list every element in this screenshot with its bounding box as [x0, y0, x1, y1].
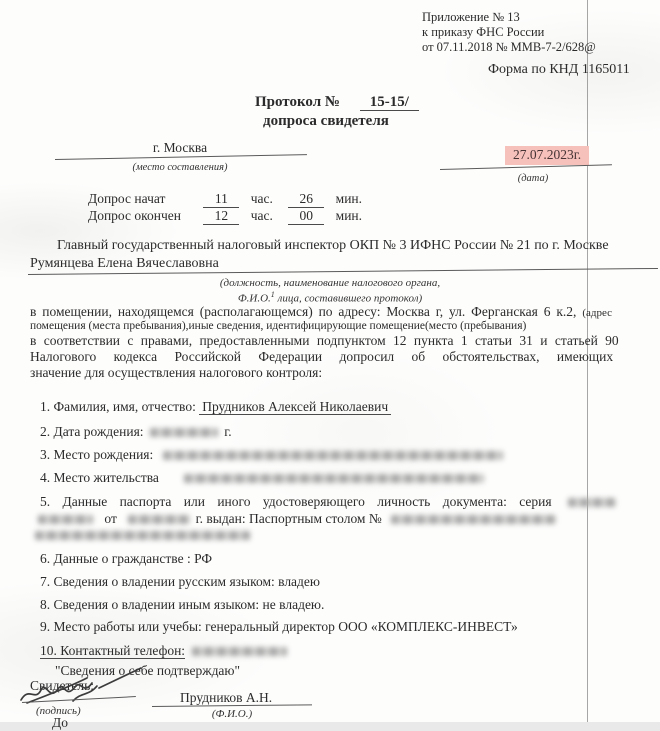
- redacted-passport-date: [128, 515, 190, 524]
- body-line-5: значение для осуществления налогового контроля:: [30, 365, 323, 380]
- official-caption-2: [150, 290, 510, 305]
- redacted-birth-place: [163, 451, 503, 460]
- time-ended-min: 00: [288, 208, 324, 225]
- redacted-residence: [184, 474, 484, 483]
- item-5-passport-line-2: [38, 511, 556, 527]
- witness-full-name: Прудников Алексей Николаевич: [199, 399, 391, 415]
- attachment-line-3: от 07.11.2018 № ММВ-7-2/628@: [422, 40, 596, 54]
- item-5-from: от: [104, 511, 117, 526]
- time-started-row: [88, 191, 366, 208]
- interrogation-times: [88, 191, 366, 225]
- attachment-line-2: к приказу ФНС России: [422, 25, 545, 39]
- item-5-label: 5. Данные паспорта или иного удостоверяющего личность документа: серия: [40, 494, 552, 509]
- item-4-label: 4. Место жительства: [40, 470, 159, 485]
- body-line-4: Налогового кодекса Российской Федерации допросил об обстоятельствах, имеющих: [30, 349, 614, 364]
- body-line-2: помещения (места пребывания),иные сведения, идентифицирующие помещение(место (пребывания): [30, 320, 527, 332]
- item-5-passport-line-3: [35, 527, 250, 543]
- redacted-passport-issuer-2: [35, 531, 250, 540]
- footnote-marker: 1: [270, 290, 275, 299]
- redacted-birth-date: [150, 428, 218, 437]
- redacted-passport-issuer: [391, 515, 556, 524]
- date-value-highlighted: 27.07.2023г.: [505, 146, 589, 165]
- place-value: г. Москва: [152, 140, 208, 155]
- confirmation-statement: "Сведения о себе подтверждаю": [55, 663, 241, 678]
- item-3-label: 3. Место рождения:: [40, 447, 154, 462]
- body-line-1: [30, 304, 612, 320]
- time-ended-hour: 12: [203, 208, 239, 225]
- title-prefix: Протокол №: [255, 94, 340, 110]
- form-number: Форма по КНД 1165011: [488, 62, 630, 77]
- signature-caption: (подпись): [36, 705, 81, 717]
- document-subtitle: допроса свидетеля: [263, 113, 389, 129]
- name-underline: [152, 704, 312, 707]
- item-3-birth-place: [40, 447, 503, 463]
- name-caption: (Ф.И.О.): [211, 708, 253, 720]
- official-caption-1: (должность, наименование налогового органа,: [219, 277, 441, 289]
- body-line-1-small: (адрес: [582, 307, 612, 319]
- official-caption-2-pre: Ф.И.О.: [237, 292, 271, 305]
- attachment-note: [422, 10, 596, 55]
- official-position-line: Главный государственный налоговый инспектор ОКП № 3 ИФНС России № 21 по г. Москве: [57, 238, 609, 253]
- min-unit: мин.: [335, 191, 363, 206]
- time-started-label: Допрос начат: [88, 191, 166, 206]
- item-2-birth-date: [40, 424, 232, 440]
- item-1-full-name: [40, 399, 391, 415]
- item-5-passport-line-1: [40, 494, 616, 510]
- item-7-russian-language: 7. Сведения о владении русским языком: владею: [40, 574, 320, 589]
- hour-unit-2: час.: [250, 208, 273, 223]
- item-2-suffix: г.: [224, 424, 232, 439]
- date-caption: (дата): [517, 173, 549, 184]
- official-name-line: Румянцева Елена Вячеславовна: [30, 256, 219, 271]
- item-2-label: 2. Дата рождения:: [40, 424, 144, 439]
- item-4-residence: [40, 470, 484, 486]
- item-8-other-language: 8. Сведения о владении иным языком: не владею.: [40, 597, 325, 612]
- item-9-workplace: 9. Место работы или учебы: генеральный директор ООО «КОМПЛЕКС-ИНВЕСТ»: [40, 619, 518, 634]
- min-unit-2: мин.: [335, 208, 363, 223]
- witness-short-name: Прудников А.Н.: [180, 690, 273, 705]
- redacted-passport-number: [38, 515, 93, 524]
- time-ended-label: Допрос окончен: [88, 208, 181, 223]
- redacted-passport-series: [568, 498, 616, 507]
- time-started-hour: 11: [203, 191, 239, 208]
- body-line-3: в соответствии с правами, предоставленными подпунктом 12 пункта 1 статьи 31 и статьей 90: [30, 333, 619, 348]
- cutoff-next-line-fragment: До: [52, 715, 68, 730]
- official-caption-2-post: лица, составившего протокол): [274, 292, 423, 305]
- hour-unit: час.: [250, 191, 273, 206]
- item-10-label: 10. Контактный телефон:: [40, 643, 186, 658]
- document-title: [255, 94, 419, 111]
- place-caption: (место составления): [132, 162, 228, 173]
- attachment-line-1: Приложение № 13: [422, 10, 520, 24]
- redacted-phone-number: [192, 647, 287, 656]
- item-5-issued-by: г. выдан: Паспортным столом №: [195, 511, 382, 526]
- item-1-label: 1. Фамилия, имя, отчество:: [40, 399, 196, 414]
- time-ended-row: [88, 208, 366, 225]
- witness-label: Свидетель:: [30, 678, 94, 693]
- item-10-phone: [40, 643, 287, 659]
- body-line-1-text: в помещении, находящемся (располагающемся) по адресу: Москва г, ул. Ферганская 6 к.2,: [30, 304, 577, 319]
- time-started-min: 26: [288, 191, 324, 208]
- item-6-citizenship: 6. Данные о гражданстве : РФ: [40, 551, 213, 566]
- protocol-number: 15-15/: [360, 94, 419, 111]
